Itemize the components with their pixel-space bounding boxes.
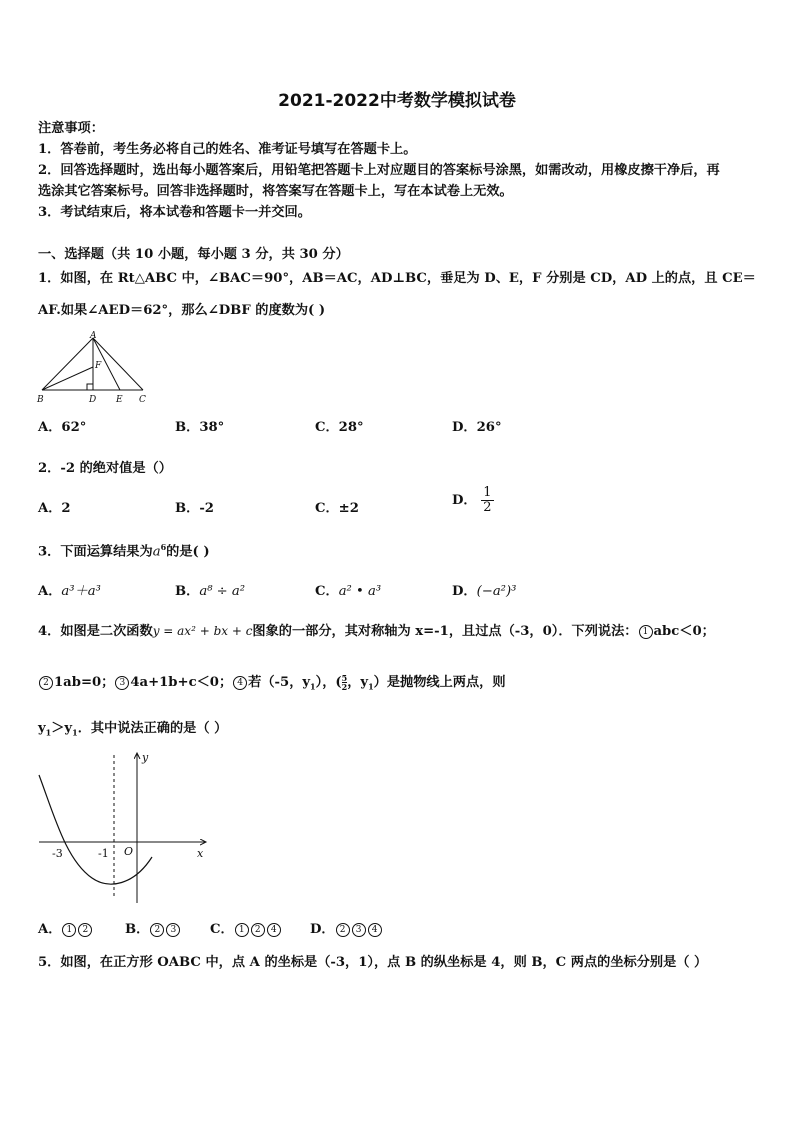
- circled-number: 1: [235, 923, 249, 937]
- edge-ab: [42, 338, 93, 390]
- option-label: A．: [38, 922, 62, 937]
- question-4-line3: [38, 718, 227, 744]
- fraction-one-half: [481, 486, 493, 515]
- q3-stem-post: 的是( ): [166, 544, 210, 560]
- right-angle-mark: [87, 384, 93, 390]
- label-b: B: [37, 395, 44, 405]
- q3-option-c: [315, 580, 381, 599]
- tick-label-minus-3: -3: [52, 847, 63, 860]
- circled-number: 4: [233, 676, 247, 690]
- fraction-denominator: 2: [483, 500, 492, 515]
- q4-option-c: [210, 918, 282, 937]
- subscript: 1: [45, 727, 52, 738]
- note-item: 1．答卷前，考生务必将自己的姓名、准考证号填写在答题卡上。: [38, 142, 417, 157]
- q4-statement-1: abc＜0；: [653, 624, 715, 639]
- math-expression: (−a²)³: [476, 584, 517, 599]
- origin-label: O: [124, 845, 134, 858]
- q4-statement-2: 1ab=0；: [54, 675, 115, 690]
- parabola-curve: [39, 775, 152, 884]
- question-2-stem: 2．-2 的绝对值是（）: [38, 461, 172, 476]
- q1-option-c: C．28°: [315, 420, 364, 435]
- circled-number: 3: [166, 923, 180, 937]
- question-1-line2: AF.如果∠AED＝62°，那么∠DBF 的度数为( ): [38, 303, 326, 318]
- x-axis-label: x: [197, 847, 204, 860]
- note-item: 选涂其它答案标号。回答非选择题时，将答案写在答题卡上，写在本试卷上无效。: [38, 184, 513, 199]
- q4-text: y: [38, 721, 46, 736]
- label-d: D: [89, 395, 97, 405]
- y-axis-label: y: [142, 751, 149, 764]
- q3-stem-exp: 6: [160, 542, 167, 552]
- q3-option-a: [38, 580, 101, 599]
- q4-text: ）是抛物线上两点，则: [373, 675, 506, 690]
- circled-number: 2: [39, 676, 53, 690]
- option-label: C．: [315, 584, 339, 599]
- subscript: 1: [310, 681, 316, 692]
- circled-number: 2: [78, 923, 92, 937]
- label-a: A: [90, 331, 97, 341]
- q4-text: ．其中说法正确的是（ ）: [77, 721, 228, 736]
- option-label: B．: [175, 584, 200, 599]
- parabola-graph: [34, 745, 214, 905]
- q4-option-d: [310, 918, 383, 937]
- note-item: 2．回答选择题时，选出每小题答案后，用铅笔把答题卡上对应题目的答案标号涂黑，如需改动，用橡皮擦干净后，再: [38, 163, 720, 178]
- option-label: D．: [452, 584, 477, 599]
- question-1-line1: 1．如图，在 Rt△ABC 中，∠BAC＝90°，AB＝AC，AD⊥BC，垂足为 D、E，F 分别是 CD，AD 上的点，且 CE＝: [38, 271, 756, 286]
- label-f: F: [95, 361, 102, 371]
- section-heading: 一、选择题（共 10 小题，每小题 3 分，共 30 分）: [38, 247, 349, 262]
- question-5-stem: 5．如图，在正方形 OABC 中，点 A 的坐标是（-3，1），点 B 的纵坐标是 4，则 B，C 两点的坐标分别是（ ）: [38, 955, 708, 970]
- circled-number: 2: [336, 923, 350, 937]
- circled-number: 2: [251, 923, 265, 937]
- circled-number: 1: [62, 923, 76, 937]
- label-c: C: [139, 395, 146, 405]
- fraction-denominator: 2: [341, 682, 348, 692]
- fraction-numerator: 1: [483, 485, 492, 500]
- option-label: C．: [210, 922, 234, 937]
- q4-statement-3: 4a+1b+c＜0；: [130, 675, 233, 690]
- label-e: E: [116, 395, 123, 405]
- question-3-stem: [38, 536, 210, 563]
- question-4-line1: [38, 620, 715, 643]
- page-title: 2021-2022中考数学模拟试卷: [278, 91, 516, 111]
- q4-text: ＞y: [51, 721, 73, 736]
- math-expression: a⁸ ÷ a²: [199, 584, 246, 599]
- circled-number: 4: [267, 923, 281, 937]
- q2-option-c: C．±2: [315, 501, 359, 516]
- q4-text: 图象的一部分，其对称轴为 x=-1，且过点（-3，0）．下列说法：: [252, 624, 638, 639]
- math-expression: a² • a³: [338, 584, 382, 599]
- q3-stem-base: a: [152, 544, 161, 560]
- circled-number: 3: [115, 676, 129, 690]
- notes-heading: 注意事项：: [38, 121, 104, 136]
- q4-text: 4．如图是二次函数: [38, 624, 153, 639]
- q4-text: ，y: [347, 675, 369, 690]
- q4-text: ），(: [315, 675, 342, 690]
- q4-statement-4: 若（-5，y: [248, 675, 311, 690]
- q2-option-b: B．-2: [175, 501, 214, 516]
- question-4-line2: [38, 672, 506, 698]
- segment-bf: [42, 367, 93, 390]
- option-label: B．: [125, 922, 150, 937]
- fraction-numerator: 5: [341, 673, 348, 683]
- option-label: D．: [310, 922, 335, 937]
- tick-label-minus-1: -1: [98, 847, 109, 860]
- q4-option-b: [125, 918, 181, 937]
- circled-number: 4: [368, 923, 382, 937]
- q3-option-b: [175, 580, 245, 599]
- q2-option-d-label: D．: [452, 493, 477, 508]
- subscript: 1: [368, 681, 374, 692]
- subscript: 1: [72, 727, 78, 738]
- q1-option-b: B．38°: [175, 420, 225, 435]
- q4-option-a: [38, 918, 93, 937]
- circled-number: 2: [150, 923, 164, 937]
- q2-option-a: A．2: [38, 501, 71, 516]
- function-expression: y = ax² + bx + c: [152, 624, 253, 638]
- q1-option-d: D．26°: [452, 420, 502, 435]
- q3-stem-pre: 3．下面运算结果为: [38, 544, 153, 560]
- circled-number: 3: [352, 923, 366, 937]
- circled-number: 1: [639, 625, 653, 639]
- q2-option-d: [452, 486, 494, 515]
- option-label: A．: [38, 584, 62, 599]
- note-item: 3．考试结束后，将本试卷和答题卡一并交回。: [38, 205, 311, 220]
- q3-option-d: [452, 580, 516, 599]
- math-expression: a³＋a³: [61, 584, 101, 599]
- q1-option-a: A．62°: [38, 420, 87, 435]
- triangle-figure: [34, 330, 154, 405]
